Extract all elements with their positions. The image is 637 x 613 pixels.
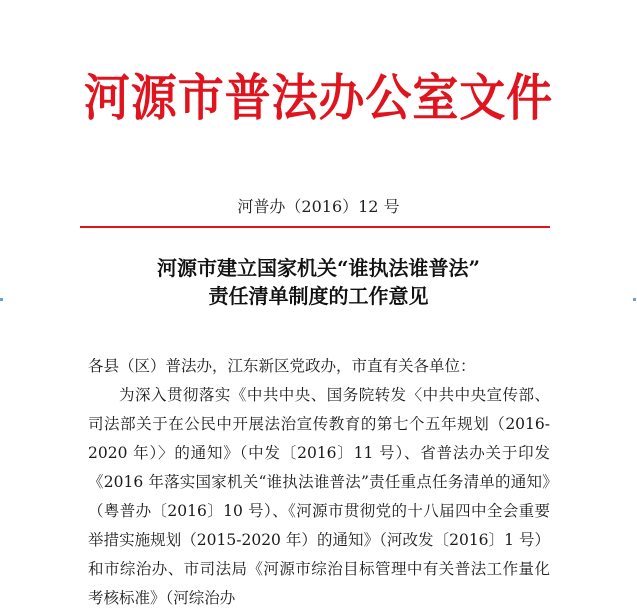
document-title (0, 254, 637, 310)
document-body (88, 352, 550, 613)
salutation: 各县（区）普法办，江东新区党政办，市直有关各单位： (88, 357, 476, 375)
document-number: 河普办（2016）12 号 (237, 197, 400, 216)
title-line-2: 责任清单制度的工作意见 (208, 284, 429, 308)
body-paragraph: 为深入贯彻落实《中共中央、国务院转发〈中共中央宣传部、司法部关于在公民中开展法治宣传教育的第七个五年规划（2016-2020 年）〉的通知》（中发〔2016〕11 号）、省普法办关于印发《2016 年落实国家机关“谁执法谁普法”责任重点任务清单的通知》（粤普办〔2016〕10 号）、《河源市贯彻党的十八届四中全会重要举措实施规划（2015-2020 年）的通知》（河改发〔2016〕1 号）和市综治办、市司法局《河源市综治目标管理中有关普法工作量化考核标准》（河综治办 (88, 386, 550, 607)
right-edge-mark (633, 298, 636, 301)
left-edge-mark (0, 298, 3, 301)
red-divider-rule (80, 226, 550, 228)
title-line-1: 河源市建立国家机关“谁执法谁普法” (156, 256, 480, 280)
masthead-title: 河源市普法办公室文件 (83, 68, 554, 127)
